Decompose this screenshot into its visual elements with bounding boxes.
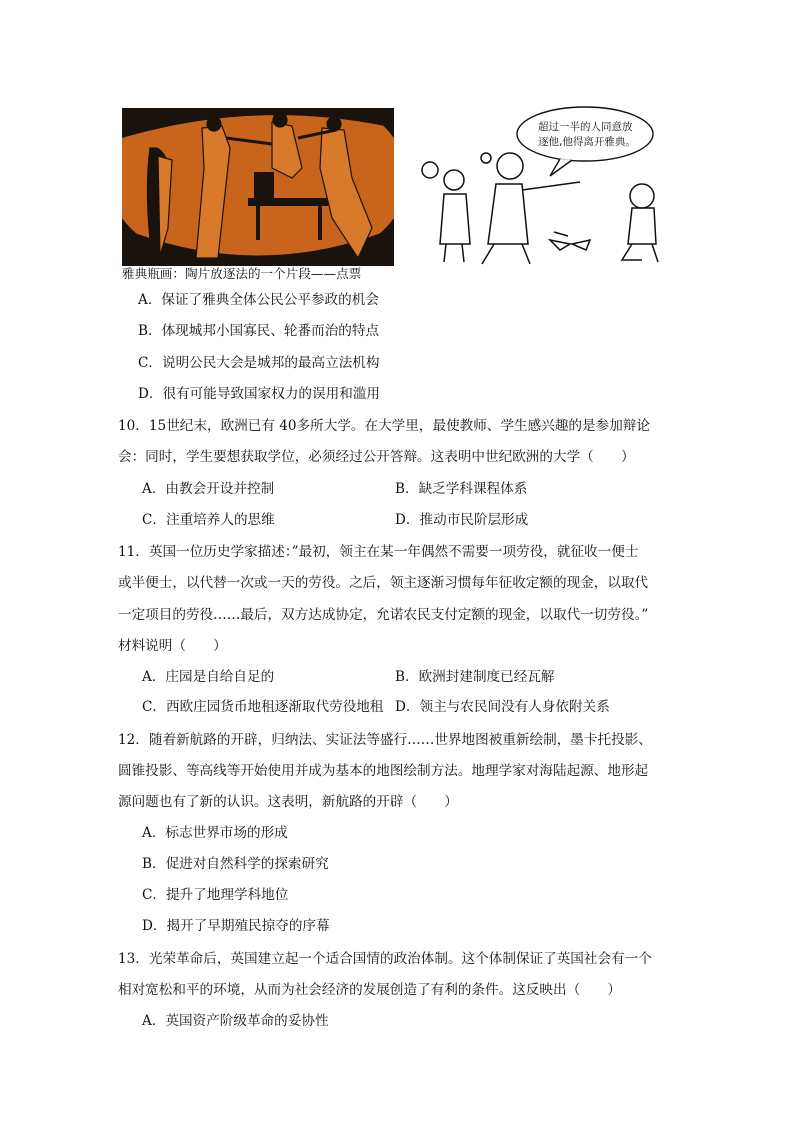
q12-option-b: B．促进对自然科学的探索研究: [142, 856, 329, 872]
q10-option-a: A．由教会开设并控制: [142, 481, 275, 497]
speech-bubble-line-2: 逐他,他得离开雅典。: [538, 136, 636, 148]
ostracism-cartoon-image: [410, 104, 670, 270]
q11-option-b: B．欧洲封建制度已经瓦解: [395, 669, 555, 685]
q13-stem-line-1: 13．光荣革命后，英国建立起一个适合国情的政治体制。这个体制保证了英国社会有一个: [118, 951, 652, 967]
q12-stem-line-2: 圆锥投影、等高线等开始使用并成为基本的地图绘制方法。地理学家对海陆起源、地形起: [118, 763, 649, 779]
q12-stem-line-3: 源问题也有了新的认识。这表明，新航路的开辟（ ）: [118, 794, 458, 810]
q10-option-d: D．推动市民阶层形成: [395, 512, 529, 528]
q9-option-a: A．保证了雅典全体公民公平参政的机会: [138, 292, 379, 308]
figure-caption: 雅典瓶画：陶片放逐法的一个片段——点票: [122, 266, 362, 281]
q11-option-c: C．西欧庄园货币地租逐渐取代劳役地租: [142, 699, 384, 715]
q11-stem-line-2: 或半便士，以代替一次或一天的劳役。之后，领主逐渐习惯每年征收定额的现金，以取代: [118, 575, 649, 591]
q12-option-a: A．标志世界市场的形成: [142, 825, 288, 841]
q10-option-c: C．注重培养人的思维: [142, 512, 275, 528]
q9-option-d: D．很有可能导致国家权力的误用和滥用: [138, 386, 380, 402]
speech-bubble-line-1: 超过一半的人同意放: [538, 121, 633, 133]
q9-option-b: B．体现城邦小国寡民、轮番而治的特点: [138, 323, 380, 339]
q11-stem-line-1: 11．英国一位历史学家描述：”最初，领主在某一年偶然不需要一项劳役，就征收一便士: [118, 544, 639, 560]
q12-stem-line-1: 12．随着新航路的开辟，归纳法、实证法等盛行……世界地图被重新绘制，墨卡托投影、: [118, 732, 652, 748]
q11-option-d: D．领主与农民间没有人身依附关系: [395, 699, 610, 715]
q12-option-c: C．提升了地理学科地位: [142, 887, 289, 903]
q12-option-d: D．揭开了早期殖民掠夺的序幕: [142, 918, 330, 934]
vase-painting-image: [122, 108, 394, 266]
q10-stem-line-1: 10．15世纪末，欧洲已有 40多所大学。在大学里，最使教师、学生感兴趣的是参加辩论: [118, 418, 650, 434]
q10-stem-line-2: 会：同时，学生要想获取学位，必须经过公开答辩。这表明中世纪欧洲的大学（ ）: [118, 449, 635, 465]
q13-stem-line-2: 相对宽松和平的环境，从而为社会经济的发展创造了有利的条件。这反映出（ ）: [118, 982, 621, 998]
q9-option-c: C．说明公民大会是城邦的最高立法机构: [138, 355, 380, 371]
q13-option-a: A．英国资产阶级革命的妥协性: [142, 1013, 329, 1029]
q10-option-b: B．缺乏学科课程体系: [395, 481, 528, 497]
q11-option-a: A．庄园是自给自足的: [142, 669, 275, 685]
q11-stem-line-4: 材料说明（ ）: [118, 638, 227, 654]
q11-stem-line-3: 一定项目的劳役……最后，双方达成协定，允诺农民支付定额的现金，以取代一切劳役。”: [118, 607, 649, 623]
